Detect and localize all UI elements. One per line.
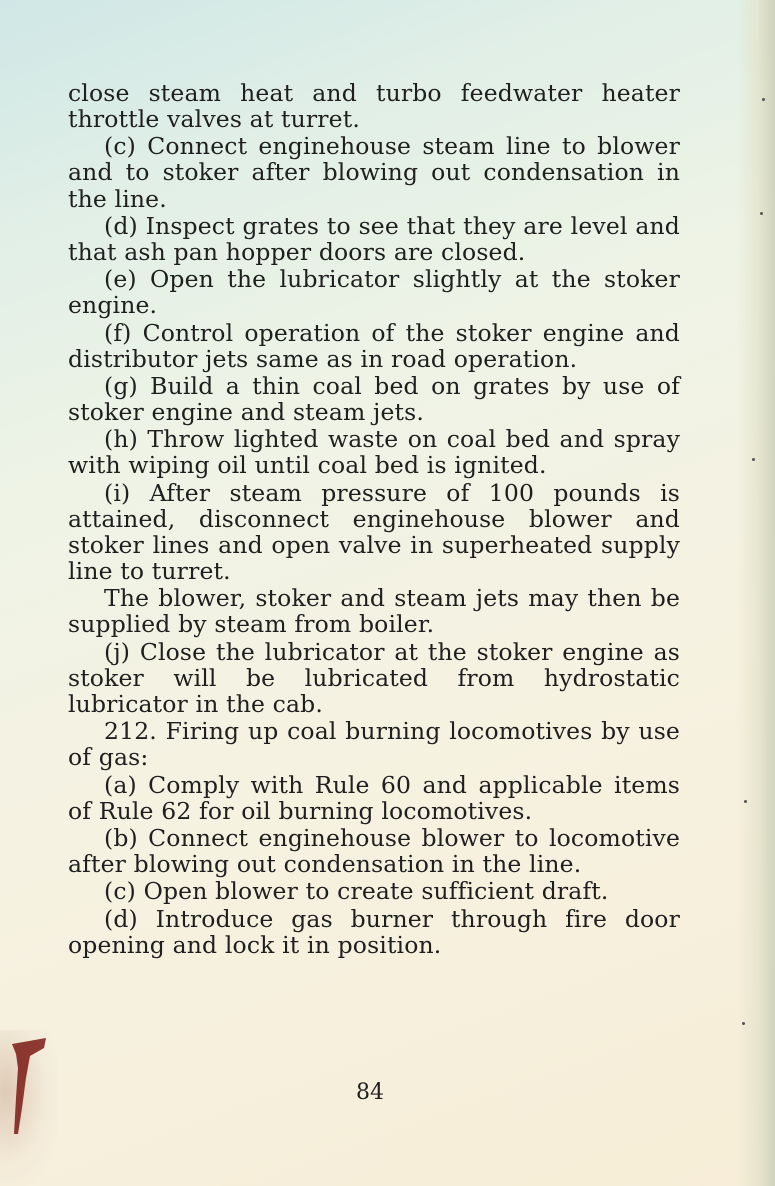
rule-heading: 212. Firing up coal burning locomotives by use of gas: (68, 717, 680, 772)
paragraph: (c) Connect enginehouse steam line to blower and to stoker after blowing out condensation in the line. (68, 132, 680, 213)
speck (762, 98, 765, 101)
page-edge-shadow (737, 0, 775, 1186)
paragraph: (f) Control operation of the stoker engine and distributor jets same as in road operation. (68, 318, 680, 373)
paragraph: close steam heat and turbo feedwater heater throttle valves at turret. (68, 79, 680, 134)
body-text (68, 80, 680, 959)
paragraph: (d) Inspect grates to see that they are level and that ash pan hopper doors are closed. (68, 211, 680, 266)
paragraph: (a) Comply with Rule 60 and applicable items of Rule 62 for oil burning locomotives. (68, 770, 680, 825)
paragraph: (c) Open blower to create sufficient draft. (104, 877, 609, 906)
paragraph: The blower, stoker and steam jets may then be supplied by steam from boiler. (68, 584, 680, 639)
speck (760, 212, 763, 215)
paragraph: (j) Close the lubricator at the stoker engine as stoker will be lubricated from hydrostatic lubricator in the cab. (68, 637, 680, 718)
speck (744, 800, 747, 803)
paragraph: (g) Build a thin coal bed on grates by use of stoker engine and steam jets. (68, 371, 680, 427)
paragraph: (b) Connect enginehouse blower to locomotive after blowing out condensation in the line. (68, 823, 680, 878)
speck (742, 1022, 745, 1025)
page-number: 84 (356, 1080, 384, 1105)
paragraph: (h) Throw lighted waste on coal bed and spray with wiping oil until coal bed is ignited. (68, 425, 680, 480)
paragraph: (d) Introduce gas burner through fire door opening and lock it in position. (68, 904, 680, 959)
speck (752, 458, 755, 461)
paragraph: (i) After steam pressure of 100 pounds is attained, disconnect enginehouse blower and stoker lines and open valve in superheated supply line to turret. (68, 478, 680, 585)
paragraph: (e) Open the lubricator slightly at the stoker engine. (68, 265, 680, 320)
